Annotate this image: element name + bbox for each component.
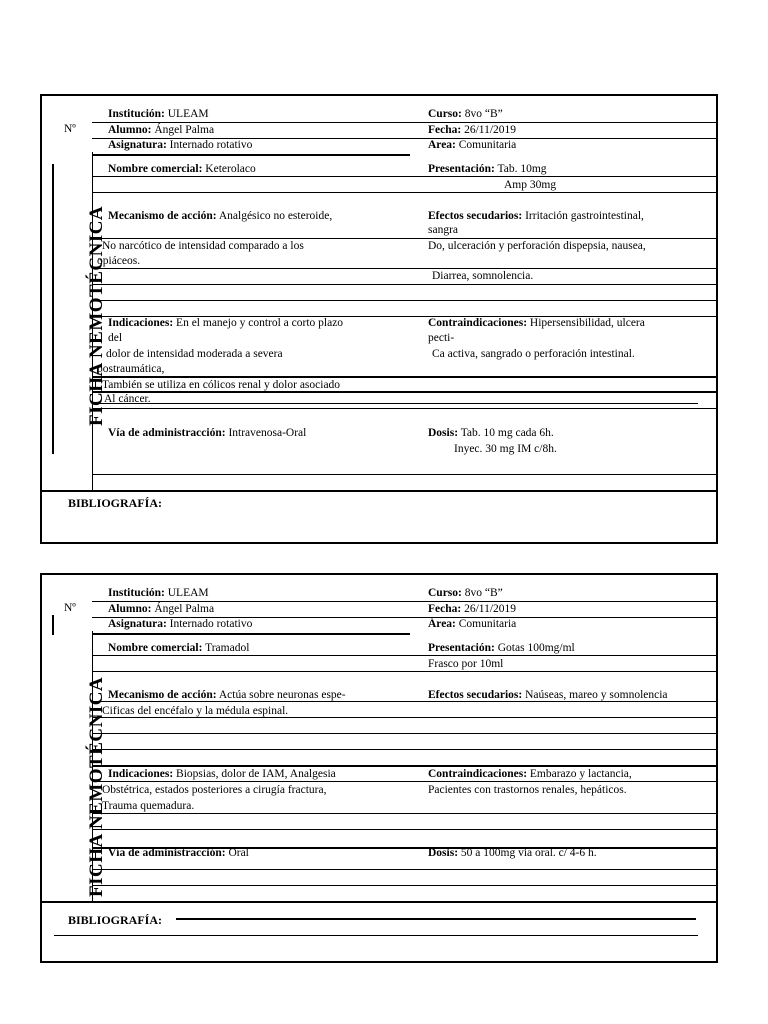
side-title: FICHA NEMOTÉCNICA <box>86 205 107 426</box>
numero-label: Nº <box>64 123 76 135</box>
indicaciones-line-2: Obstétrica, estados posteriores a cirugía fractura, <box>102 784 327 796</box>
efectos-value: Irritación gastrointestinal, <box>525 210 644 222</box>
institucion-field <box>108 587 209 600</box>
efectos-label: Efectos secudarios: <box>428 210 523 222</box>
dosis-field <box>428 427 554 440</box>
curso-label: Curso: <box>428 108 462 120</box>
mecanismo-field <box>108 689 346 702</box>
fecha-value: 26/11/2019 <box>464 124 517 136</box>
alumno-value: Ángel Palma <box>154 124 215 136</box>
indicaciones-line-4: postraumática, <box>97 363 165 375</box>
area-label: Area: <box>428 139 456 151</box>
institucion-value: ULEAM <box>167 108 209 120</box>
asignatura-field <box>108 139 252 152</box>
area-label: Área: <box>428 618 456 630</box>
mecanismo-line-3: opiáceos. <box>97 255 141 267</box>
area-field <box>428 139 516 152</box>
institucion-value: ULEAM <box>167 587 209 599</box>
bibliografia-label: BIBLIOGRAFÍA: <box>68 913 163 927</box>
alumno-value: Ángel Palma <box>154 603 215 615</box>
nombre-comercial-value: Keterolaco <box>205 163 256 175</box>
alumno-field <box>108 603 214 616</box>
curso-field <box>428 108 503 121</box>
ficha-card-tramadol <box>40 573 718 963</box>
via-field <box>108 427 306 440</box>
asignatura-value: Internado rotativo <box>169 139 253 151</box>
indicaciones-line-6: Al cáncer. <box>104 393 151 405</box>
mecanismo-line-2: Cificas del encéfalo y la médula espinal. <box>102 705 289 717</box>
contraindicaciones-field <box>428 317 645 330</box>
via-label: Vía de administracción: <box>108 847 226 859</box>
presentacion-line-2: Amp 30mg <box>504 179 557 191</box>
presentacion-value: Tab. 10mg <box>497 163 547 175</box>
presentacion-field <box>428 163 547 176</box>
contraindicaciones-line-2: Pacientes con trastornos renales, hepáticos. <box>428 784 627 796</box>
dosis-value: Tab. 10 mg cada 6h. <box>460 427 554 439</box>
via-label: Vía de administracción: <box>108 427 226 439</box>
presentacion-label: Presentación: <box>428 163 495 175</box>
area-value: Comunitaria <box>458 139 517 151</box>
presentacion-label: Presentación: <box>428 642 495 654</box>
contraindicaciones-value: Hipersensibilidad, ulcera <box>529 317 645 329</box>
indicaciones-line-3: Trauma quemadura. <box>102 800 195 812</box>
efectos-line-4: Diarrea, somnolencia. <box>432 270 534 282</box>
contraindicaciones-line-3: Ca activa, sangrado o perforación intestinal. <box>432 348 635 360</box>
fecha-label: Fecha: <box>428 124 462 136</box>
numero-label: Nº <box>64 602 76 614</box>
bibliografia-label: BIBLIOGRAFÍA: <box>68 496 163 510</box>
via-value: Intravenosa-Oral <box>228 427 307 439</box>
mecanismo-field <box>108 210 332 223</box>
efectos-label: Efectos secudarios: <box>428 689 523 701</box>
indicaciones-label: Indicaciones: <box>108 317 174 329</box>
mecanismo-value: Analgésico no esteroide, <box>218 210 333 222</box>
efectos-line-3: Do, ulceración y perforación dispepsia, nausea, <box>428 240 646 252</box>
ficha-card-keterolaco <box>40 94 718 544</box>
indicaciones-line-5: También se utiliza en cólicos renal y dolor asociado <box>102 379 341 391</box>
asignatura-field <box>108 618 252 631</box>
contraindicaciones-line-2: pecti- <box>428 332 455 344</box>
fecha-field <box>428 603 516 616</box>
presentacion-field <box>428 642 575 655</box>
nombre-comercial-label: Nombre comercial: <box>108 163 203 175</box>
alumno-label: Alumno: <box>108 124 152 136</box>
via-field <box>108 847 249 860</box>
contraindicaciones-field <box>428 768 632 781</box>
asignatura-label: Asignatura: <box>108 618 167 630</box>
indicaciones-value: En el manejo y control a corto plazo <box>176 317 344 329</box>
nombre-comercial-label: Nombre comercial: <box>108 642 203 654</box>
alumno-field <box>108 124 214 137</box>
dosis-label: Dosis: <box>428 847 459 859</box>
dosis-label: Dosis: <box>428 427 459 439</box>
fecha-value: 26/11/2019 <box>464 603 517 615</box>
indicaciones-field <box>108 317 343 330</box>
curso-value: 8vo “B” <box>464 108 503 120</box>
mecanismo-label: Mecanismo de acción: <box>108 689 217 701</box>
area-field <box>428 618 516 631</box>
efectos-line-2: sangra <box>428 224 459 236</box>
alumno-label: Alumno: <box>108 603 152 615</box>
efectos-field <box>428 210 644 223</box>
indicaciones-line-3: dolor de intensidad moderada a severa <box>106 348 283 360</box>
efectos-field <box>428 689 668 702</box>
fecha-label: Fecha: <box>428 603 462 615</box>
contraindicaciones-label: Contraindicaciones: <box>428 768 528 780</box>
indicaciones-value: Biopsias, dolor de IAM, Analgesia <box>176 768 336 780</box>
side-title: FICHA NEMOTÉCNICA <box>86 676 107 897</box>
mecanismo-label: Mecanismo de acción: <box>108 210 217 222</box>
indicaciones-label: Indicaciones: <box>108 768 174 780</box>
asignatura-label: Asignatura: <box>108 139 167 151</box>
dosis-value: 50 a 100mg via oral. c/ 4-6 h. <box>460 847 597 859</box>
nombre-comercial-value: Tramadol <box>205 642 250 654</box>
curso-value: 8vo “B” <box>464 587 503 599</box>
nombre-comercial-field <box>108 163 256 176</box>
presentacion-value: Gotas 100mg/ml <box>497 642 575 654</box>
presentacion-line-2: Frasco por 10ml <box>428 658 504 670</box>
contraindicaciones-value: Embarazo y lactancia, <box>529 768 632 780</box>
mecanismo-value: Actúa sobre neuronas espe- <box>218 689 346 701</box>
nombre-comercial-field <box>108 642 249 655</box>
area-value: Comunitaria <box>458 618 517 630</box>
asignatura-value: Internado rotativo <box>169 618 253 630</box>
dosis-field <box>428 847 597 860</box>
institucion-label: Institución: <box>108 108 165 120</box>
efectos-value: Naúseas, mareo y somnolencia <box>525 689 668 701</box>
indicaciones-field <box>108 768 336 781</box>
curso-field <box>428 587 503 600</box>
dosis-line-2: Inyec. 30 mg IM c/8h. <box>454 443 557 455</box>
fecha-field <box>428 124 516 137</box>
contraindicaciones-label: Contraindicaciones: <box>428 317 528 329</box>
curso-label: Curso: <box>428 587 462 599</box>
via-value: Oral <box>228 847 249 859</box>
mecanismo-line-2: No narcótico de intensidad comparado a los <box>102 240 304 252</box>
indicaciones-line-2: del <box>108 332 123 344</box>
institucion-label: Institución: <box>108 587 165 599</box>
institucion-field <box>108 108 209 121</box>
